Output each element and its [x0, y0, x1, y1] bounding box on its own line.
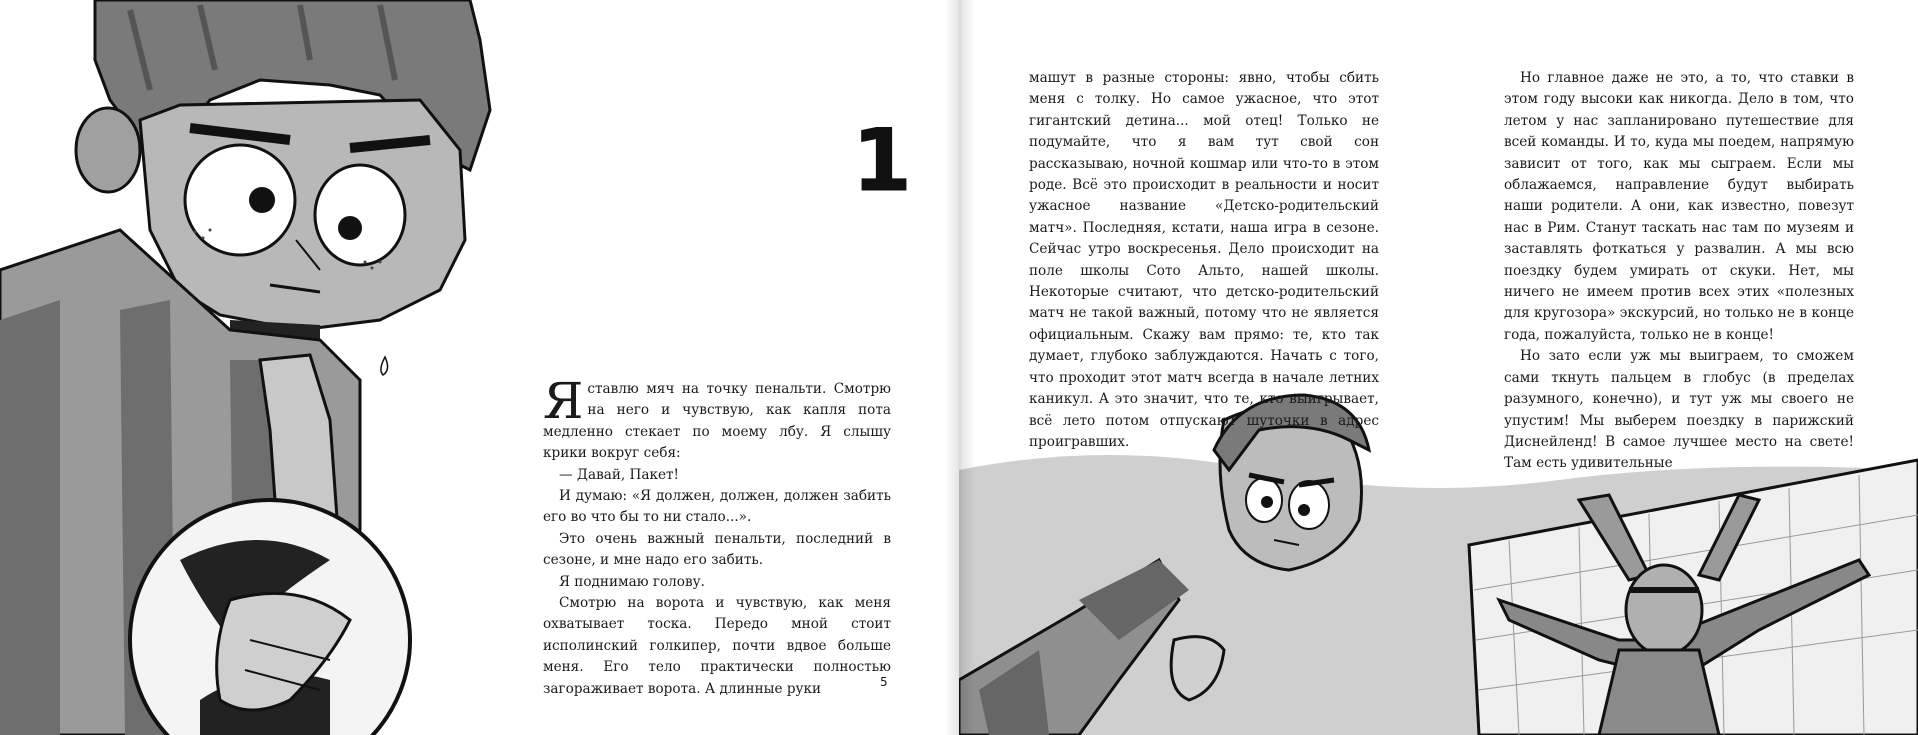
- chapter-number: 1: [852, 111, 912, 211]
- paragraph: Это очень важный пенальти, последний в сезоне, и мне надо его забить.: [543, 530, 891, 569]
- dropcap-letter: Я: [543, 372, 584, 430]
- right-text-column-1: [1029, 68, 1379, 453]
- paragraph: — Давай, Пакет!: [559, 466, 680, 483]
- right-text-column-2: [1504, 68, 1854, 475]
- right-page: [959, 0, 1918, 735]
- paragraph: машут в разные стороны: явно, чтобы сбить меня с толку. Но самое ужасное, что этот гигантский детина... мой отец! Только не подумайте, что я вам тут свой сон рассказываю, ночной кошмар или что-то в этом роде. Всё это происходит в реальности и носит ужасное название «Детско-родительский матч». Последняя, кстати, наша игра в сезоне. Сейчас утро воскресенья. Дело происходит на поле школы Сото Альто, нашей школы. Некоторые считают, что детско-родительский матч не такой важный, потому что не является официальным. Скажу вам прямо: те, кто так думает, глубоко заблуждаются. Начать с того, что проходит этот матч всегда в начале летних каникул. А это значит, что те, кто выигрывает, всё лето потом отпускают шуточки в адрес проигравших.: [1029, 70, 1379, 450]
- paragraph-text: ставлю мяч на точку пенальти. Смотрю на него и чувствую, как капля пота медленно стекает по моему лбу. Я слышу крики вокруг себя:: [543, 381, 891, 462]
- page-number: 5: [880, 675, 888, 689]
- paragraph: Смотрю на ворота и чувствую, как меня охватывает тоска. Передо мной стоит исполинский голкипер, почти вдвое больше меня. Его тело практически полностью загораживает ворота. А длинные руки: [543, 595, 891, 697]
- paragraph: Я поднимаю голову.: [559, 573, 705, 590]
- paragraph: И думаю: «Я должен, должен, должен забить его во что бы то ни стало...».: [543, 488, 891, 526]
- paragraph: Но главное даже не это, а то, что ставки в этом году высоки как никогда. Дело в том, что летом у нас запланировано путешествие для всей команды. И то, куда мы поедем, напрямую зависит от того, как мы сыграем. Если мы облажаемся, направление будут выбирать наши родители. А они, как известно, повезут нас в Рим. Станут таскать нас там по музеям и заставлять фоткаться у развалин. А мы всю поездку будем умирать от скуки. Нет, мы ничего не имеем против всех этих «полезных для кругозора» экскурсий, но только не в конце года, пожалуйста, только не в конце!: [1504, 70, 1854, 343]
- left-text-column: [543, 372, 891, 700]
- paragraph: [543, 372, 891, 465]
- paragraph: Но зато если уж мы выиграем, то сможем сами ткнуть пальцем в глобус (в пределах разумного, конечно), и тут уж мы своего не упустим! Мы выберем поездку в парижский Диснейленд! В самое лучшее место на свете! Там есть удивительные: [1504, 348, 1854, 472]
- boy-with-ball-illustration: [0, 0, 560, 735]
